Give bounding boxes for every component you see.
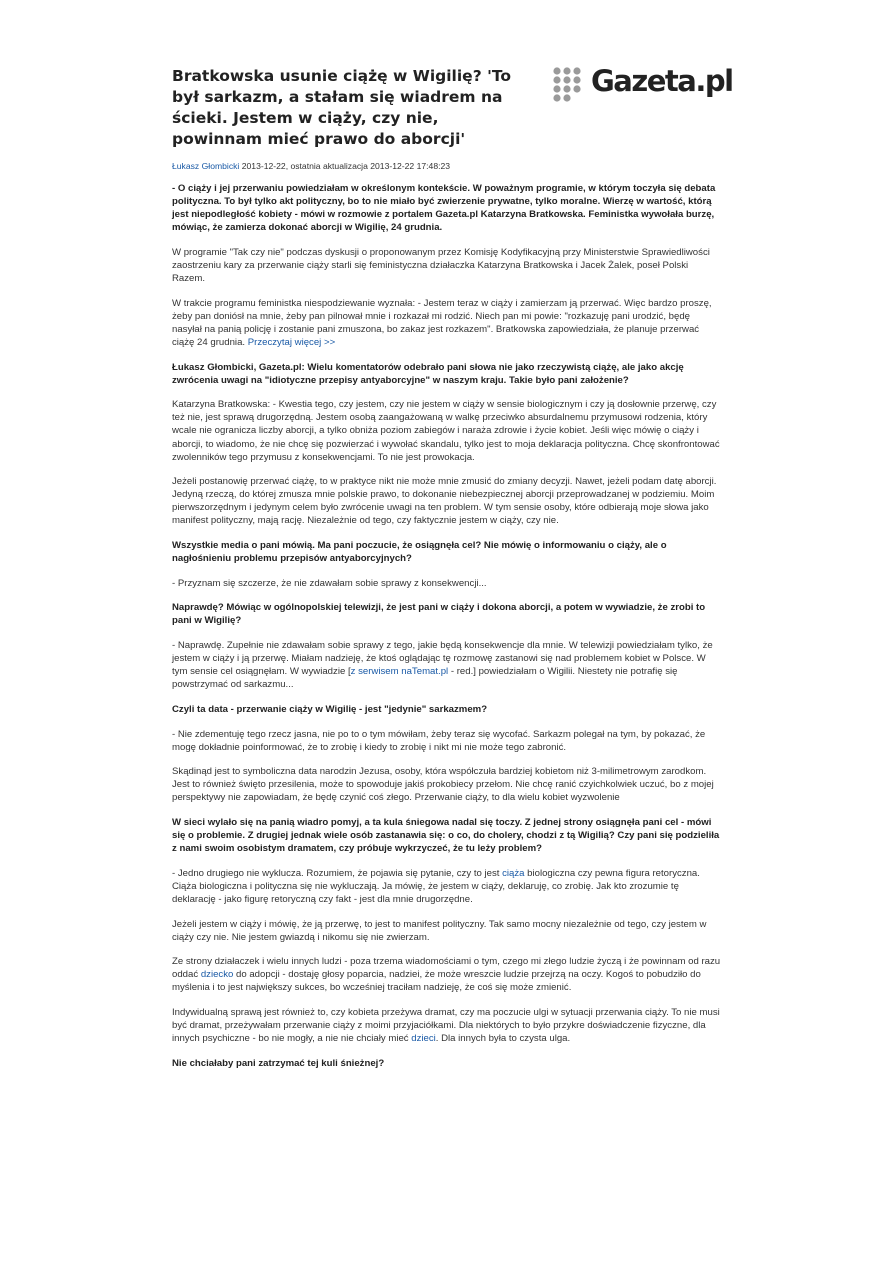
interview-answer: - Nie zdementuję tego rzecz jasna, nie po to o tym mówiłam, żeby teraz się wycofać. Sarkazm polegał na tym, by pokazać, że mogę dokładnie poinformować, że to zrobię i kiedy to zrobię i nikt mi nie może tego zabronić.	[172, 728, 706, 753]
interview-answer: - Przyznam się szczerze, że nie zdawałam sobie sprawy z konsekwencji...	[172, 577, 487, 589]
answer-text: - Jedno drugiego nie wyklucza. Rozumiem, że pojawia się pytanie, czy to jest	[172, 867, 503, 879]
answer-text: biologiczna czy pewna figura retoryczna. Ciąża biologiczna i polityczna się nie wykluczają. Ja mówię, że jestem w ciąży, deklaruję, co zrobię. Jak kto zrozumie tę deklarację - jako figurę retoryczną czy fakt - jest dla mnie drugorzędne.	[172, 867, 700, 905]
interview-answer: Jeżeli jestem w ciąży i mówię, że ją przerwę, to jest to manifest polityczny. Tak samo mocny niezależnie od tego, czy jestem w ciąży czy nie. Nie jestem gwiazdą i nikomu się nie zwierzam.	[172, 918, 707, 943]
interview-question: Łukasz Głombicki, Gazeta.pl: Wielu komentatorów odebrało pani słowa nie jako rzeczywistą ciążę, ale jako akcję zwrócenia uwagi na "idiotyczne przepisy antyaborcyjne" w naszym kraju. Takie było pani założenie?	[172, 361, 684, 386]
article-page	[172, 0, 733, 1069]
paragraph-text: W trakcie programu feministka niespodziewanie wyznała: - Jestem teraz w ciąży i zamierzam ją przerwać. Więc bardzo proszę, żeby pan doniósł na mnie, żeby pan pilnował mnie i rozkazał mi rodzić. Niech pan mi powie: "rozkazuję pani urodzić, będę nasyłał na panią policję i zostanie pani zmuszona, bo zakaz jest rozkazem". Bratkowska zapowiedziała, że planuje przerwać ciążę 24 grudnia.	[172, 297, 712, 348]
interview-answer	[172, 1006, 722, 1045]
gazeta-dots-icon	[550, 66, 584, 102]
interview-question: Nie chciałaby pani zatrzymać tej kuli śnieżnej?	[172, 1057, 385, 1069]
article-header	[172, 0, 733, 160]
article-lead: - O ciąży i jej przerwaniu powiedziałam w określonym kontekście. W poważnym programie, w którym toczyła się debata polityczna. To był tylko akt polityczny, bo to nie miało być zwierzenie prywatne, tylko moralne. Wierzę w wartość, którą jest niepodległość kobiety - mówi w rozmowie z portalem Gazeta.pl Katarzyna Bratkowska. Feministka wywołała burzę, mówiąc, że zamierza dokonać aborcji w Wigilię, 24 grudnia.	[172, 183, 716, 234]
read-more-link[interactable]: Przeczytaj więcej >>	[247, 336, 336, 348]
logo-wordmark: Gazeta.pl	[591, 64, 733, 98]
article-dates: 2013-12-22, ostatnia aktualizacja 2013-12-22 17:48:23	[239, 161, 451, 171]
paragraph: W programie "Tak czy nie" podczas dyskusji o proponowanym przez Komisję Kodyfikacyjną przy Ministerstwie Sprawiedliwości zaostrzeniu kary za przerwanie ciąży starli się feministyczna działaczka Katarzyna Bratkowska i Jacek Żalek, poseł Polski Razem.	[172, 246, 710, 285]
interview-answer	[172, 955, 722, 994]
ciaza-link[interactable]: ciąża	[502, 867, 525, 879]
article-title: Bratkowska usunie ciążę w Wigilię? 'To był sarkazm, a stałam się wiadrem na ścieki. Jestem w ciąży, czy nie, powinnam mieć prawo do aborcji'	[172, 67, 511, 148]
paragraph	[172, 297, 722, 349]
dzieci-link[interactable]: dzieci	[411, 1033, 436, 1045]
answer-text: Indywidualną sprawą jest również to, czy kobieta przeżywa dramat, czy ma poczucie ulgi w sytuacji przerwania ciąży. To nie musi być dramat, przeżywałam przerwanie ciąży z moimi przyjaciółkami. Dla niektórych to było przykre doświadczenie fizyczne, dla innych psychiczne - bo nie mogły, a nie nie chciały mieć	[172, 1007, 720, 1045]
answer-text: . Dla innych była to czysta ulga.	[435, 1033, 571, 1045]
interview-answer: Jeżeli postanowię przerwać ciążę, to w praktyce nikt nie może mnie zmusić do zmiany decyzji. Nawet, jeżeli podam datę aborcji. Jedyną rzeczą, do której zmusza mnie polskie prawo, to dokonanie niebezpiecznej aborcji przeprowadzanej w podziemiu. Moim pierwszorzędnym i jedynym celem było zwrócenie uwagi na ten problem. W tym sensie osoby, które odbierają moje słowa jako manifest polityczny, mają rację. Niezależnie od tego, czy faktycznie jestem w ciąży, czy nie.	[172, 476, 717, 527]
byline	[172, 161, 450, 171]
interview-question: Naprawdę? Mówiąc w ogólnopolskiej telewizji, że jest pani w ciąży i dokona aborcji, a potem w wywiadzie, że zrobi to pani w Wigilię?	[172, 602, 706, 627]
interview-answer	[172, 639, 722, 691]
interview-question: Czyli ta data - przerwanie ciąży w Wigilię - jest "jedynie" sarkazmem?	[172, 703, 488, 715]
interview-answer: Skądinąd jest to symboliczna data narodzin Jezusa, osoby, która współczuła bardziej kobietom niż 3-milimetrowym zarodkom. Jest to również święto przesilenia, może to spowoduje jakiś prokobiecy przełom. Nie chcę ranić czyichkolwiek uczuć, bo z mojej perspektywy nie zapowiadam, że będę czynić coś złego. Przerwanie ciąży, to dla wielu kobiet wyzwolenie	[172, 766, 714, 804]
article-body	[172, 182, 722, 1081]
gazeta-logo[interactable]	[550, 64, 733, 104]
dziecko-link[interactable]: dziecko	[200, 969, 234, 981]
interview-question: Wszystkie media o pani mówią. Ma pani poczucie, że osiągnęła cel? Nie mówię o informowaniu o ciąży, ale o nagłośnieniu problemu przepisów antyaborcyjnych?	[172, 540, 667, 565]
answer-text: - Naprawdę. Zupełnie nie zdawałam sobie sprawy z tego, jakie będą konsekwencje dla mnie. W telewizji powiedziałam tylko, że jestem w ciąży i ją przerwę. Miałam nadzieję, że ktoś oglądając tę rozmowę zastanowi się nad problemem kobiet w Polsce. W tym sensie cel osiągnęłam. W wywiadzie [	[172, 640, 713, 678]
answer-text: - red.] powiedziałam o Wigilii. Niestety nie potrafię się powstrzymać od sarkazmu...	[172, 666, 678, 691]
answer-text: do adopcji - dostaję głosy poparcia, nadziei, że może wreszcie ludzie przejrzą na oczy. Kogoś to pobudziło do myślenia i to jest największy sukces, bo wcześniej traciłam nadzieję, że coś się może zmienić.	[172, 969, 701, 994]
interview-answer: Katarzyna Bratkowska: - Kwestia tego, czy jestem, czy nie jestem w ciąży w sensie biologicznym i czy ją dosłownie przerwę, czy też nie, jest sprawą drugorzędną. Jestem osobą zaangażowaną w walkę przeciwko absurdalnemu przymusowi rodzenia, który wcale nie ogranicza liczby aborcji, a tylko obniża poziom zabiegów i naraża zdrowie i życie kobiet. Jeśli więc mówię o ciąży i aborcji, to wiadomo, że nie chcę się pozwierzać i wywołać skandalu, tylko jest to moja deklaracja polityczna. Chcę skonfrontować zwolenników tego przymusu z konsekwencjami. To nie jest prowokacja.	[172, 399, 720, 463]
interview-question: W sieci wylało się na panią wiadro pomyj, a ta kula śniegowa nadal się toczy. Z jednej strony osiągnęła pani cel - mówi się o problemie. Z drugiej jednak wiele osób zastanawia się: o co, do cholery, chodzi z tą Wigilią? Czy pani się podzieliła z nami swoim osobistym dramatem, czy próbuje wykrzyczeć, że tu leży problem?	[172, 816, 720, 855]
natemat-link[interactable]: z serwisem naTemat.pl	[350, 666, 449, 678]
author-link[interactable]: Łukasz Głombicki	[172, 161, 240, 171]
answer-text: Ze strony działaczek i wielu innych ludzi - poza trzema wiadomościami o tym, czego mi złego ludzie życzą i że powinnam od razu oddać	[172, 956, 721, 981]
interview-answer	[172, 867, 722, 906]
